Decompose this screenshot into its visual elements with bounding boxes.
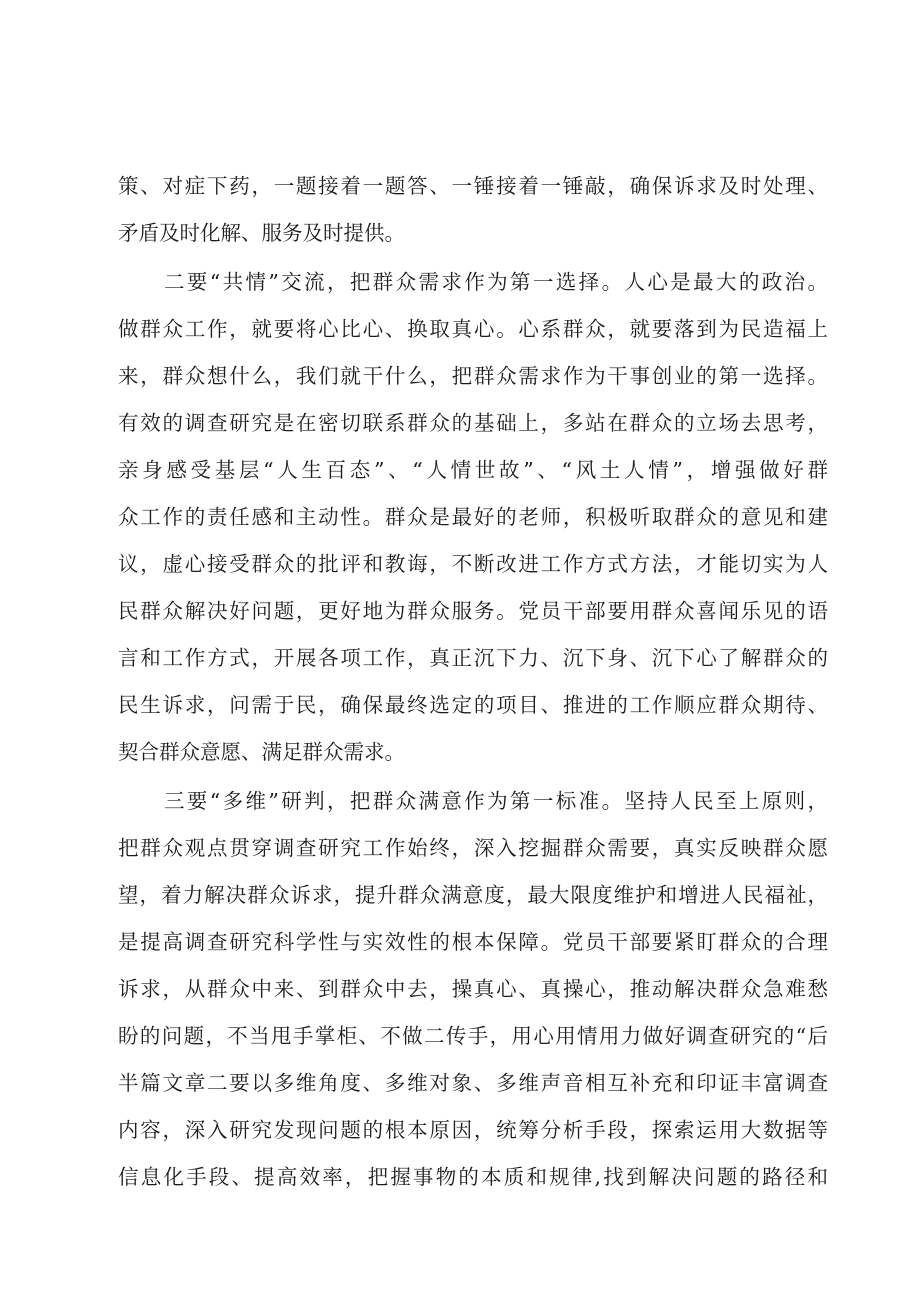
text-line: 众工作的责任感和主动性。群众是最好的老师，积极听取群众的意见和建 [118, 505, 828, 529]
text-line: 二要“共情”交流，把群众需求作为第一选择。人心是最大的政治。 [164, 270, 828, 294]
text-line: 信息化手段、提高效率，把握事物的本质和规律,找到解决问题的路径和 [118, 1165, 828, 1189]
text-line: 亲身感受基层“人生百态”、“人情世故”、“风土人情”，增强做好群 [118, 458, 828, 482]
text-line: 有效的调查研究是在密切联系群众的基础上，多站在群众的立场去思考， [118, 411, 828, 435]
text-line: 矛盾及时化解、服务及时提供。 [118, 221, 405, 245]
text-line: 契合群众意愿、满足群众需求。 [118, 740, 405, 764]
text-line: 望，着力解决群众诉求，提升群众满意度，最大限度维护和增进人民福祉， [118, 883, 828, 907]
text-line: 策、对症下药，一题接着一题答、一锤接着一锤敲，确保诉求及时处理、 [118, 174, 828, 198]
text-line: 内容，深入研究发现问题的根本原因，统筹分析手段，探索运用大数据等 [118, 1118, 828, 1142]
text-line: 把群众观点贯穿调查研究工作始终，深入挖掘群众需要，真实反映群众愿 [118, 836, 828, 860]
text-line: 民生诉求，问需于民，确保最终选定的项目、推进的工作顺应群众期待、 [118, 693, 828, 717]
text-line: 半篇文章二要以多维角度、多维对象、多维声音相互补充和印证丰富调查 [118, 1071, 828, 1095]
text-line: 来，群众想什么，我们就干什么，把群众需求作为干事创业的第一选择。 [118, 364, 828, 388]
text-line: 言和工作方式，开展各项工作，真正沉下力、沉下身、沉下心了解群众的 [118, 646, 828, 670]
text-line: 诉求，从群众中来、到群众中去，操真心、真操心，推动解决群众急难愁 [118, 977, 828, 1001]
text-line: 做群众工作，就要将心比心、换取真心。心系群众，就要落到为民造福上 [118, 317, 828, 341]
text-line: 是提高调查研究科学性与实效性的根本保障。党员干部要紧盯群众的合理 [118, 930, 828, 954]
text-line: 盼的问题，不当甩手掌柜、不做二传手，用心用情用力做好调查研究的“后 [118, 1024, 828, 1048]
text-line: 议，虚心接受群众的批评和教诲，不断改进工作方式方法，才能切实为人 [118, 552, 828, 576]
text-line: 民群众解决好问题，更好地为群众服务。党员干部要用群众喜闻乐见的语 [118, 599, 828, 623]
text-line: 三要“多维”研判，把群众满意作为第一标准。坚持人民至上原则， [164, 789, 828, 813]
